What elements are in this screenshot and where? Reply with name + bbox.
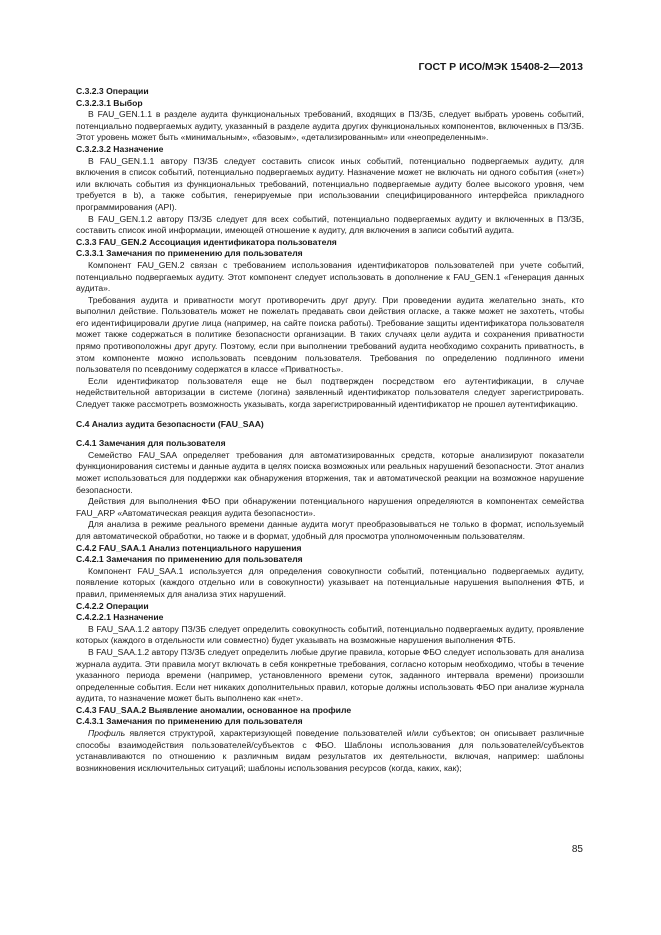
body-paragraph: В FAU_SAA.1.2 автору ПЗ/ЗБ следует определить совокупность событий, потенциально подвергаемых аудиту, проявление которых (каждого в отдельности или совместно) будет указывать на возможные нарушения выполнения ФТБ. <box>76 623 584 646</box>
section-heading: С.3.3.1 Замечания по применению для пользователя <box>76 248 303 259</box>
body-paragraph: Если идентификатор пользователя еще не был подтвержден посредством его аутентификации, в случае недействительной авторизации в системе (логина) заявленный идентификатор пользователя следует зарегистрировать. Следует также рассмотреть возможность указывать, когда зарегистрированный идентификатор не прошел аутентификацию. <box>76 375 584 410</box>
paragraph-text: является структурой, характеризующей поведение пользователей и/или субъектов; он описывает различные способы взаимодействия пользователей/субъектов с ФБО. Шаблоны использования для пользователей/субъектов устанавливаются по отношению к различным видам результатов их деятельности, включая, например: шаблоны возникновения исключительных ситуаций; шаблоны использования ресурсов (когда, каких, как); <box>76 728 584 773</box>
body-paragraph: В FAU_SAA.1.2 автору ПЗ/ЗБ следует определить любые другие правила, которые ФБО следует использовать для анализа журнала аудита. Эти правила могут включать в себя конкретные требования, согласно которым необходимо, чтобы в течение указанного периода времени (например, установленного времени суток, заданного интервала времени) произошли определенные события. Если нет никаких дополнительных правил, которые должны использовать ФБО при анализе журнала аудита, то назначение может быть выполнено как «нет». <box>76 646 584 704</box>
section-heading: С.4.2.2 Операции <box>76 600 149 611</box>
section-heading: С.4.3.1 Замечания по применению для пользователя <box>76 716 303 727</box>
section-heading: С.3.2.3 Операции <box>76 86 149 96</box>
section-heading: С.3.2.3.2 Назначение <box>76 143 164 154</box>
body-paragraph: Семейство FAU_SAA определяет требования для автоматизированных средств, которые анализируют показатели функционирования системы и данные аудита в целях поиска возможных или реальных нарушений безопасности. Этот анализ может использоваться для поддержки как обнаружения вторжения, так и автоматической реакции на возможное нарушение безопасности. <box>76 449 584 495</box>
section-heading: С.3.2.3.1 Выбор <box>76 97 143 108</box>
body-paragraph: Для анализа в режиме реального времени данные аудита могут преобразовываться не только в формат, используемый для автоматической обработки, но также и в формат, удобный для просмотра уполномоченным пользователям. <box>76 519 584 541</box>
body-paragraph: В FAU_GEN.1.1 автору ПЗ/ЗБ следует составить список иных событий, потенциально подвергаемых аудиту, для включения в список событий, потенциально подвергаемых аудиту. Назначение может не включать ни одного события («нет») или включать события из функциональных требований, потенциально подвергаемые аудиту более высокого уровня, чем требуется в b), а также события, генерируемые при использовании специфицированного интерфейса прикладного программирования (API). <box>76 155 584 212</box>
body-paragraph: Компонент FAU_GEN.2 связан с требованием использования идентификаторов пользователей при учете событий, потенциально подвергаемых аудиту. Этот компонент следует использовать в дополнение к FAU_GEN.1 «Генерация данных аудита». <box>76 259 584 294</box>
section-heading: С.3.3 FAU_GEN.2 Ассоциация идентификатора пользователя <box>76 236 337 247</box>
body-paragraph <box>76 728 584 774</box>
section-heading: С.4.2 FAU_SAA.1 Анализ потенциального нарушения <box>76 542 302 553</box>
body-paragraph: В FAU_GEN.1.2 автору ПЗ/ЗБ следует для всех событий, потенциально подвергаемых аудиту и включенных в ПЗ/ЗБ, составить список иной информации, имеющей отношение к аудиту, для включения в записи событий аудита. <box>76 213 584 236</box>
term-emphasis: Профиль <box>88 728 126 739</box>
page-number: 85 <box>571 844 583 855</box>
document-body <box>76 86 584 774</box>
section-heading: С.4.2.1 Замечания по применению для пользователя <box>76 554 303 565</box>
section-heading: С.4.2.2.1 Назначение <box>76 612 164 623</box>
section-heading: С.4 Анализ аудита безопасности (FAU_SAA) <box>76 418 264 429</box>
body-paragraph: Компонент FAU_SAA.1 используется для определения совокупности событий, потенциально подвергаемых аудиту, появление которых (каждого отдельно или в совокупности) указывает на потенциальные нарушения выполнения ФТБ, и правил, применяемых для анализа этих нарушений. <box>76 565 584 599</box>
document-id-header: ГОСТ Р ИСО/МЭК 15408-2—2013 <box>418 61 583 73</box>
body-paragraph: В FAU_GEN.1.1 в разделе аудита функциональных требований, входящих в ПЗ/ЗБ, следует выбрать уровень событий, потенциально подвергаемых аудиту, указанный в разделе аудита других функциональных компонентов, включенных в ПЗ/ЗБ. Этот уровень может быть «минимальным», «базовым», «детализированным» или «неопределенным». <box>76 109 584 143</box>
body-paragraph: Действия для выполнения ФБО при обнаружении потенциального нарушения определяются в компонентах семейства FAU_ARP «Автоматическая реакция аудита безопасности». <box>76 496 584 518</box>
body-paragraph: Требования аудита и приватности могут противоречить друг другу. При проведении аудита желательно знать, кто выполнил действие. Пользователь может не пожелать предавать свои действия огласке, а также может не захотеть, чтобы его идентифицировали другие лица (например, на сайте поиска работы). Требование защиты идентификатора пользователя может также содержаться в политике безопасности организации. В таких случаях цели аудита и сохранения приватности прямо противоположны друг другу. Поэтому, если при выполнении требований аудита необходимо сохранить приватность, в этом компоненте можно использовать псевдоним пользователя. Требования по определению подлинного имени пользователя по псевдониму содержатся в классе «Приватность». <box>76 294 584 375</box>
section-heading: С.4.3 FAU_SAA.2 Выявление аномалии, основанное на профиле <box>76 704 352 715</box>
section-heading: С.4.1 Замечания для пользователя <box>76 438 226 449</box>
